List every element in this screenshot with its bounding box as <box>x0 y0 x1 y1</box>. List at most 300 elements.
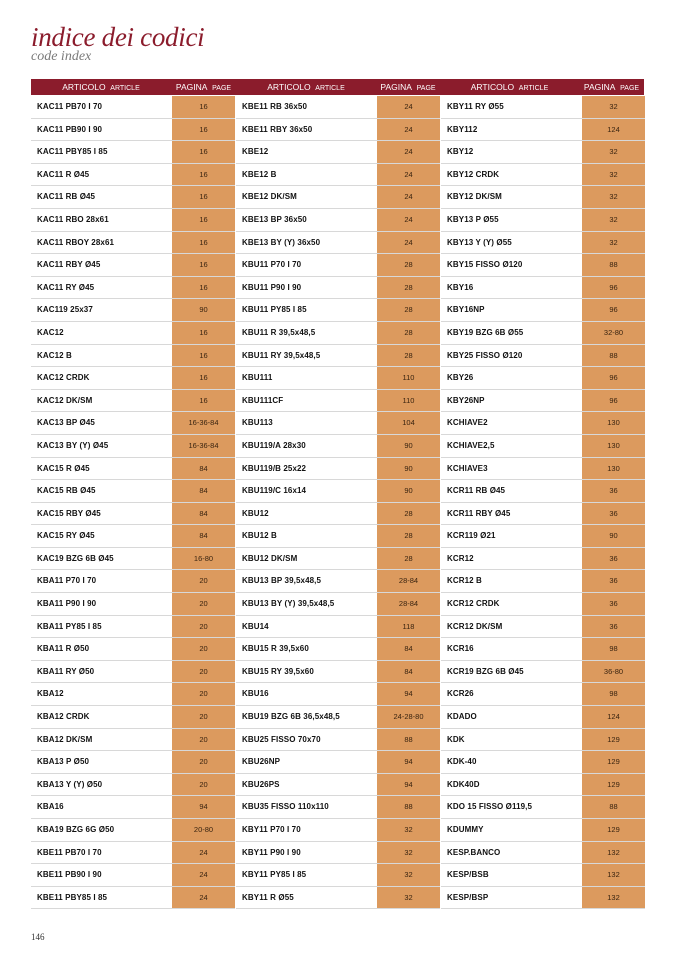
page-reference: 130 <box>582 458 645 480</box>
table-row <box>31 593 235 616</box>
table-row <box>441 570 645 593</box>
table-row <box>31 119 235 142</box>
article-code: KBU11 R 39,5x48,5 <box>242 327 316 337</box>
table-row <box>236 525 440 548</box>
article-code: KAC15 RBY Ø45 <box>37 508 101 518</box>
table-row <box>441 616 645 639</box>
page-reference: 84 <box>172 458 235 480</box>
table-row <box>441 548 645 571</box>
article-code: KCR12 <box>447 553 474 563</box>
page-reference: 32 <box>377 887 440 909</box>
table-row <box>441 864 645 887</box>
table-row <box>31 141 235 164</box>
table-row <box>441 887 645 910</box>
page-reference: 90 <box>377 480 440 502</box>
table-row <box>441 96 645 119</box>
article-code: KBY26NP <box>447 395 485 405</box>
table-row <box>236 638 440 661</box>
page-reference: 16 <box>172 254 235 276</box>
article-code: KESP/BSP <box>447 892 489 902</box>
article-code: KBE11 PB90 I 90 <box>37 870 102 880</box>
page-reference: 28 <box>377 277 440 299</box>
table-row <box>236 390 440 413</box>
table-row <box>31 503 235 526</box>
article-code: KAC12 <box>37 327 64 337</box>
table-row <box>441 796 645 819</box>
page-reference: 32 <box>377 819 440 841</box>
article-code: KBA12 CRDK <box>37 712 90 722</box>
table-row <box>441 774 645 797</box>
article-code: KBU11 P90 I 90 <box>242 282 302 292</box>
page-reference: 96 <box>582 277 645 299</box>
article-code: KAC119 25x37 <box>37 305 93 315</box>
article-code: KBU11 PY85 I 85 <box>242 305 307 315</box>
page-reference: 104 <box>377 412 440 434</box>
page-reference: 84 <box>377 661 440 683</box>
column-header-page: PAGINA PAGE <box>380 82 436 92</box>
table-row <box>31 209 235 232</box>
page-reference: 20 <box>172 570 235 592</box>
article-code: KBU119/B 25x22 <box>242 463 307 473</box>
page-reference: 36 <box>582 503 645 525</box>
page-reference: 96 <box>582 367 645 389</box>
page-reference: 24 <box>377 186 440 208</box>
article-code: KBU35 FISSO 110x110 <box>242 802 329 812</box>
article-code: KCR11 RB Ø45 <box>447 486 506 496</box>
article-code: KBU12 DK/SM <box>242 553 298 563</box>
table-row <box>441 322 645 345</box>
page-subtitle: code index <box>31 49 92 64</box>
article-code: KDK <box>447 734 465 744</box>
page-reference: 16-36-84 <box>172 412 235 434</box>
article-code: KBY16 <box>447 282 474 292</box>
page-reference: 32-80 <box>582 322 645 344</box>
page-reference: 88 <box>377 796 440 818</box>
article-code: KBU12 <box>242 508 269 518</box>
page-number: 146 <box>31 932 45 942</box>
page-reference: 132 <box>582 842 645 864</box>
page-reference: 36 <box>582 570 645 592</box>
table-row <box>31 435 235 458</box>
article-code: KBU19 BZG 6B 36,5x48,5 <box>242 712 340 722</box>
table-row <box>31 638 235 661</box>
table-row <box>31 661 235 684</box>
page-reference: 90 <box>377 458 440 480</box>
page-reference: 24-28-80 <box>377 706 440 728</box>
table-row <box>236 593 440 616</box>
table-row <box>441 638 645 661</box>
table-row <box>236 616 440 639</box>
article-code: KCR12 B <box>447 576 482 586</box>
article-code: KAC11 RY Ø45 <box>37 282 95 292</box>
table-row <box>236 435 440 458</box>
page-reference: 16 <box>172 277 235 299</box>
table-row <box>31 299 235 322</box>
article-code: KBY11 RY Ø55 <box>447 102 504 111</box>
table-row <box>31 277 235 300</box>
article-code: KAC11 PB90 I 90 <box>37 124 103 134</box>
column-header-article: ARTICOLO ARTICLE <box>62 82 140 92</box>
table-row <box>31 232 235 255</box>
table-row <box>441 458 645 481</box>
table-row <box>236 458 440 481</box>
table-row <box>236 683 440 706</box>
article-code: KBY13 Y (Y) Ø55 <box>447 237 512 247</box>
article-code: KBY12 CRDK <box>447 169 500 179</box>
table-row <box>31 390 235 413</box>
page-reference: 32 <box>377 842 440 864</box>
page-reference: 16 <box>172 164 235 186</box>
table-row <box>31 367 235 390</box>
table-row <box>441 209 645 232</box>
article-code: KAC19 BZG 6B Ø45 <box>37 553 114 563</box>
table-row <box>236 887 440 910</box>
page-reference: 88 <box>582 345 645 367</box>
table-row <box>441 683 645 706</box>
page-reference: 124 <box>582 706 645 728</box>
page-reference: 20 <box>172 638 235 660</box>
table-row <box>236 119 440 142</box>
page-reference: 24 <box>172 842 235 864</box>
article-code: KAC11 RBO 28x61 <box>37 214 109 224</box>
page-reference: 20 <box>172 616 235 638</box>
table-row <box>31 412 235 435</box>
article-code: KBA16 <box>37 802 64 812</box>
page-reference: 36 <box>582 480 645 502</box>
table-row <box>441 819 645 842</box>
article-code: KBU11 RY 39,5x48,5 <box>242 350 321 360</box>
article-code: KBE11 PBY85 I 85 <box>37 892 108 902</box>
article-code: KBU113 <box>242 418 273 428</box>
table-row <box>31 796 235 819</box>
table-row <box>31 322 235 345</box>
article-code: KAC13 BP Ø45 <box>37 418 95 428</box>
column-header-article: ARTICOLO ARTICLE <box>267 82 345 92</box>
page-reference: 16 <box>172 232 235 254</box>
table-row <box>31 774 235 797</box>
page-reference: 28 <box>377 345 440 367</box>
page-reference: 16 <box>172 322 235 344</box>
article-code: KBE13 BP 36x50 <box>242 214 307 224</box>
article-code: KBU16 <box>242 689 269 699</box>
table-row <box>236 661 440 684</box>
article-code: KAC11 RB Ø45 <box>37 192 96 202</box>
table-row <box>441 232 645 255</box>
page-reference: 20 <box>172 774 235 796</box>
page-reference: 32 <box>582 141 645 163</box>
page-title: indice dei codici <box>31 22 205 52</box>
page-reference: 94 <box>377 774 440 796</box>
page-reference: 32 <box>582 164 645 186</box>
page-reference: 98 <box>582 638 645 660</box>
table-row <box>441 367 645 390</box>
article-code: KBU26PS <box>242 779 280 789</box>
table-row <box>236 367 440 390</box>
article-code: KBU12 B <box>242 531 277 541</box>
table-row <box>236 322 440 345</box>
page-reference: 16 <box>172 209 235 231</box>
article-code: KAC11 RBY Ø45 <box>37 260 101 270</box>
page-reference: 36 <box>582 616 645 638</box>
article-code: KCR11 RBY Ø45 <box>447 508 511 518</box>
table-row <box>441 164 645 187</box>
article-code: KBY19 BZG 6B Ø55 <box>447 327 524 337</box>
table-row <box>236 706 440 729</box>
page-reference: 28 <box>377 322 440 344</box>
index-column <box>236 96 440 909</box>
page-reference: 20 <box>172 661 235 683</box>
article-code: KBY25 FISSO Ø120 <box>447 350 523 360</box>
table-row <box>441 435 645 458</box>
page-reference: 28 <box>377 548 440 570</box>
page-reference: 16-80 <box>172 548 235 570</box>
article-code: KBU14 <box>242 621 269 631</box>
article-code: KESP/BSB <box>447 870 489 880</box>
table-row <box>31 570 235 593</box>
page-reference: 28 <box>377 525 440 547</box>
page-reference: 28 <box>377 254 440 276</box>
table-row <box>236 232 440 255</box>
page-reference: 130 <box>582 412 645 434</box>
page-reference: 24 <box>377 96 440 118</box>
page-reference: 20 <box>172 706 235 728</box>
table-row <box>236 254 440 277</box>
table-row <box>441 345 645 368</box>
article-code: KAC12 CRDK <box>37 373 90 383</box>
page-reference: 110 <box>377 367 440 389</box>
article-code: KAC15 RY Ø45 <box>37 531 95 541</box>
article-code: KBY11 P90 I 90 <box>242 847 301 857</box>
table-row <box>236 412 440 435</box>
page-reference: 94 <box>377 683 440 705</box>
article-code: KBA13 P Ø50 <box>37 757 90 767</box>
article-code: KBY12 DK/SM <box>447 192 502 202</box>
article-code: KBU119/C 16x14 <box>242 486 307 496</box>
page-reference: 24 <box>377 141 440 163</box>
article-code: KCR12 DK/SM <box>447 621 503 631</box>
table-row <box>236 796 440 819</box>
table-row <box>31 458 235 481</box>
page-reference: 24 <box>172 864 235 886</box>
page-reference: 20-80 <box>172 819 235 841</box>
article-code: KBA11 P90 I 90 <box>37 599 97 609</box>
table-row <box>236 842 440 865</box>
table-row <box>441 277 645 300</box>
page-reference: 110 <box>377 390 440 412</box>
article-code: KCR119 Ø21 <box>447 531 496 541</box>
page-reference: 88 <box>377 729 440 751</box>
article-code: KBY26 <box>447 373 474 383</box>
table-row <box>236 96 440 119</box>
table-row <box>31 164 235 187</box>
table-row <box>236 751 440 774</box>
article-code: KBU111CF <box>242 395 284 405</box>
table-row <box>441 119 645 142</box>
page-reference: 90 <box>377 435 440 457</box>
article-code: KAC12 B <box>37 350 72 360</box>
table-row <box>441 661 645 684</box>
article-code: KBU15 R 39,5x60 <box>242 644 309 654</box>
table-row <box>236 570 440 593</box>
table-row <box>236 209 440 232</box>
table-row <box>236 819 440 842</box>
page-reference: 88 <box>582 254 645 276</box>
page-reference: 36 <box>582 593 645 615</box>
page-reference: 84 <box>172 480 235 502</box>
article-code: KBU13 BY (Y) 39,5x48,5 <box>242 599 335 609</box>
page-reference: 36 <box>582 548 645 570</box>
table-row <box>31 706 235 729</box>
article-code: KBY12 <box>447 147 474 157</box>
article-code: KESP.BANCO <box>447 847 501 857</box>
article-code: KBY11 PY85 I 85 <box>242 870 307 880</box>
article-code: KBA12 <box>37 689 64 699</box>
page-reference: 36-80 <box>582 661 645 683</box>
table-row <box>31 254 235 277</box>
article-code: KCHIAVE2 <box>447 418 488 428</box>
page-reference: 96 <box>582 390 645 412</box>
page-reference: 88 <box>582 796 645 818</box>
page-reference: 28 <box>377 503 440 525</box>
page-reference: 16 <box>172 186 235 208</box>
table-row <box>236 503 440 526</box>
table-row <box>441 390 645 413</box>
page-reference: 94 <box>172 796 235 818</box>
article-code: KAC15 RB Ø45 <box>37 486 96 496</box>
table-row <box>31 729 235 752</box>
page-reference: 16-36-84 <box>172 435 235 457</box>
article-code: KBY16NP <box>447 305 485 315</box>
table-row <box>236 480 440 503</box>
column-header-page: PAGINA PAGE <box>175 82 232 92</box>
table-row <box>31 186 235 209</box>
page-reference: 129 <box>582 751 645 773</box>
article-code: KBE11 PB70 I 70 <box>37 847 102 857</box>
page-reference: 90 <box>172 299 235 321</box>
table-row <box>441 706 645 729</box>
article-code: KBU119/A 28x30 <box>242 440 306 450</box>
article-code: KCR26 <box>447 689 474 699</box>
page-reference: 84 <box>377 638 440 660</box>
table-row <box>31 548 235 571</box>
article-code: KBU11 P70 I 70 <box>242 260 302 270</box>
table-row <box>441 299 645 322</box>
page-reference: 94 <box>377 751 440 773</box>
article-code: KBY11 P70 I 70 <box>242 825 301 834</box>
table-row <box>441 751 645 774</box>
page-reference: 132 <box>582 864 645 886</box>
table-row <box>441 593 645 616</box>
article-code: KBA11 RY Ø50 <box>37 666 95 676</box>
article-code: KBE11 RBY 36x50 <box>242 124 313 134</box>
article-code: KBA11 R Ø50 <box>37 644 90 654</box>
table-row <box>31 345 235 368</box>
article-code: KBY13 P Ø55 <box>447 214 499 224</box>
page-reference: 28 <box>377 299 440 321</box>
article-code: KBY11 R Ø55 <box>242 892 294 902</box>
article-code: KCHIAVE3 <box>447 463 488 473</box>
table-row <box>31 842 235 865</box>
table-row <box>31 887 235 910</box>
column-header-article: ARTICOLO ARTICLE <box>470 82 549 92</box>
index-column <box>441 96 645 909</box>
page-reference: 16 <box>172 119 235 141</box>
article-code: KAC11 R Ø45 <box>37 169 90 179</box>
page-reference: 132 <box>582 887 645 909</box>
page-reference: 16 <box>172 367 235 389</box>
page-reference: 24 <box>377 232 440 254</box>
table-row <box>441 254 645 277</box>
table-row <box>31 751 235 774</box>
table-row <box>236 345 440 368</box>
page-reference: 96 <box>582 299 645 321</box>
page-reference: 24 <box>377 119 440 141</box>
page-reference: 16 <box>172 390 235 412</box>
article-code: KBE12 DK/SM <box>242 192 297 202</box>
table-row <box>441 729 645 752</box>
table-row <box>236 186 440 209</box>
article-code: KBU15 RY 39,5x60 <box>242 666 314 676</box>
page-reference: 28-84 <box>377 593 440 615</box>
page-reference: 129 <box>582 774 645 796</box>
article-code: KBA11 P70 I 70 <box>37 576 97 586</box>
page-reference: 24 <box>377 209 440 231</box>
table-row <box>236 864 440 887</box>
article-code: KBA13 Y (Y) Ø50 <box>37 779 103 789</box>
table-row <box>236 548 440 571</box>
table-row <box>236 729 440 752</box>
article-code: KBU111 <box>242 373 273 383</box>
page-reference: 20 <box>172 729 235 751</box>
table-row <box>236 277 440 300</box>
article-code: KBY112 <box>447 124 478 134</box>
page-reference: 20 <box>172 683 235 705</box>
article-code: KCR16 <box>447 644 474 654</box>
table-row <box>236 299 440 322</box>
table-row <box>31 864 235 887</box>
article-code: KBE13 BY (Y) 36x50 <box>242 237 321 247</box>
article-code: KCR19 BZG 6B Ø45 <box>447 666 524 676</box>
article-code: KDO 15 FISSO Ø119,5 <box>447 802 533 812</box>
page-reference: 32 <box>582 209 645 231</box>
page-reference: 32 <box>582 232 645 254</box>
column-header-page: PAGINA PAGE <box>583 82 640 92</box>
article-code: KDK-40 <box>447 757 477 767</box>
article-code: KDK40D <box>447 779 480 789</box>
article-code: KBU13 BP 39,5x48,5 <box>242 576 322 586</box>
article-code: KCR12 CRDK <box>447 599 500 609</box>
article-code: KAC11 PB70 I 70 <box>37 102 103 111</box>
article-code: KBE12 B <box>242 169 277 179</box>
table-row <box>31 96 235 119</box>
table-row <box>441 480 645 503</box>
table-row <box>441 412 645 435</box>
page-reference: 24 <box>377 164 440 186</box>
table-row <box>31 480 235 503</box>
table-row <box>236 141 440 164</box>
page-reference: 129 <box>582 819 645 841</box>
page-reference: 98 <box>582 683 645 705</box>
page-reference: 129 <box>582 729 645 751</box>
table-row <box>441 525 645 548</box>
table-row <box>441 503 645 526</box>
page-reference: 84 <box>172 503 235 525</box>
article-code: KAC11 PBY85 I 85 <box>37 147 108 157</box>
page-reference: 20 <box>172 593 235 615</box>
table-row <box>31 616 235 639</box>
table-row <box>441 141 645 164</box>
table-row <box>441 186 645 209</box>
